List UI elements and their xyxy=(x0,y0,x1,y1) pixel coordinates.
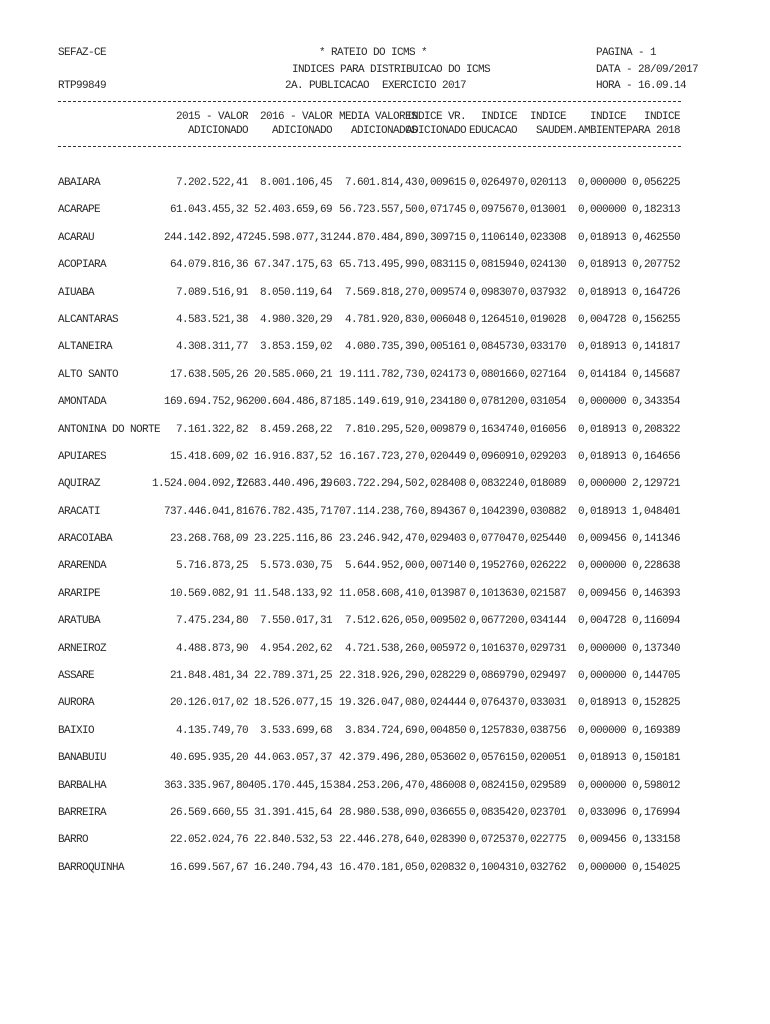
cell-indice-educacao: 0,195276 xyxy=(468,560,517,573)
report-code: RTP99849 xyxy=(58,80,107,92)
cell-2016-valor: 16.240.794,43 xyxy=(253,861,332,874)
cell-2015-valor: 26.569.660,55 xyxy=(169,806,248,819)
cell-indice-saude: 0,038756 xyxy=(517,724,566,737)
cell-municipio: ALTANEIRA xyxy=(58,341,113,354)
cell-2015-valor: 61.043.455,32 xyxy=(169,204,248,217)
page-number: PAGINA - 1 xyxy=(596,47,657,59)
cell-2016-valor: 67.347.175,63 xyxy=(253,259,332,272)
cell-indice-saude: 0,026222 xyxy=(517,560,566,573)
cell-2016-valor: 3.853.159,02 xyxy=(259,341,332,354)
cell-indice-saude: 0,029731 xyxy=(517,642,566,655)
cell-media-valores: 22.446.278,64 xyxy=(338,834,417,847)
cell-indice-2018: 0,598012 xyxy=(631,779,680,792)
cell-media-valores: 3.834.724,69 xyxy=(344,724,417,737)
cell-media-valores: 185.149.619,91 xyxy=(332,396,417,409)
cell-indice-2018: 0,176994 xyxy=(631,806,680,819)
cell-indice-vr: 0,013987 xyxy=(417,587,466,600)
cell-indice-vr: 0,028229 xyxy=(417,670,466,683)
cell-indice-educacao: 0,026497 xyxy=(468,177,517,189)
cell-2015-valor: 737.446.041,81 xyxy=(163,505,248,518)
cell-municipio: ARARENDA xyxy=(58,560,107,573)
cell-indice-educacao: 0,072537 xyxy=(468,834,517,847)
cell-municipio: AMONTADA xyxy=(58,396,107,409)
cell-indice-vr: 0,006048 xyxy=(417,313,466,326)
cell-2015-valor: 363.335.967,80 xyxy=(163,779,248,792)
col-header-saude: INDICE SAUDE xyxy=(529,111,566,137)
cell-indice-2018: 0,164726 xyxy=(631,286,680,299)
cell-2015-valor: 1.524.004.092,72 xyxy=(151,478,248,491)
cell-indice-ambiente: 0,018913 xyxy=(577,259,626,272)
cell-indice-ambiente: 0,004728 xyxy=(577,313,626,326)
cell-media-valores: 4.080.735,39 xyxy=(344,341,417,354)
cell-2016-valor: 5.573.030,75 xyxy=(259,560,332,573)
cell-2016-valor: 8.050.119,64 xyxy=(259,286,332,299)
cell-municipio: ALCANTARAS xyxy=(58,313,119,326)
cell-2016-valor: 23.225.116,86 xyxy=(253,533,332,546)
cell-indice-saude: 0,013001 xyxy=(517,204,566,217)
cell-indice-saude: 0,033170 xyxy=(517,341,566,354)
cell-2015-valor: 7.202.522,41 xyxy=(175,177,248,189)
table-row xyxy=(0,287,770,314)
cell-2015-valor: 23.268.768,09 xyxy=(169,533,248,546)
cell-indice-saude: 0,022775 xyxy=(517,834,566,847)
cell-indice-saude: 0,029203 xyxy=(517,450,566,463)
cell-media-valores: 65.713.495,99 xyxy=(338,259,417,272)
cell-indice-educacao: 0,098307 xyxy=(468,286,517,299)
col-header-educacao: INDICE EDUCACAO xyxy=(468,111,517,137)
cell-2016-valor: 52.403.659,69 xyxy=(253,204,332,217)
cell-indice-saude: 0,030882 xyxy=(517,505,566,518)
cell-indice-2018: 0,137340 xyxy=(631,642,680,655)
cell-2016-valor: 8.459.268,22 xyxy=(259,423,332,436)
cell-indice-educacao: 0,097567 xyxy=(468,204,517,217)
cell-indice-saude: 0,027164 xyxy=(517,368,566,381)
cell-indice-2018: 0,207752 xyxy=(631,259,680,272)
cell-municipio: AIUABA xyxy=(58,286,95,299)
cell-municipio: AURORA xyxy=(58,697,95,710)
header-separator-bottom xyxy=(58,146,681,147)
cell-indice-vr: 0,009615 xyxy=(417,177,466,189)
cell-2016-valor: 8.001.106,45 xyxy=(259,177,332,189)
cell-2015-valor: 244.142.892,47 xyxy=(163,231,248,244)
cell-2016-valor: 676.782.435,71 xyxy=(247,505,332,518)
cell-2016-valor: 3.533.699,68 xyxy=(259,724,332,737)
cell-2015-valor: 21.848.481,34 xyxy=(169,670,248,683)
cell-2016-valor: 4.954.202,62 xyxy=(259,642,332,655)
cell-indice-vr: 0,009502 xyxy=(417,615,466,628)
table-row xyxy=(0,506,770,533)
cell-municipio: ARATUBA xyxy=(58,615,101,628)
cell-municipio: ARACOIABA xyxy=(58,533,113,546)
cell-media-valores: 1.603.722.294,50 xyxy=(320,478,417,491)
cell-indice-2018: 0,208322 xyxy=(631,423,680,436)
cell-2015-valor: 4.488.873,90 xyxy=(175,642,248,655)
agency-code: SEFAZ-CE xyxy=(58,47,107,59)
col-header-2016: 2016 - VALOR ADICIONADO xyxy=(259,111,332,137)
cell-2016-valor: 22.789.371,25 xyxy=(253,670,332,683)
table-row xyxy=(0,341,770,368)
cell-indice-ambiente: 0,009456 xyxy=(577,587,626,600)
table-row xyxy=(0,204,770,231)
cell-2016-valor: 1.683.440.496,29 xyxy=(235,478,332,491)
cell-municipio: ACOPIARA xyxy=(58,259,107,272)
table-row xyxy=(0,643,770,670)
cell-indice-educacao: 0,125783 xyxy=(468,724,517,737)
cell-media-valores: 4.781.920,83 xyxy=(344,313,417,326)
cell-indice-educacao: 0,078120 xyxy=(468,396,517,409)
cell-indice-2018: 0,150181 xyxy=(631,752,680,765)
col-header-para-2018: INDICE PARA 2018 xyxy=(625,111,680,137)
report-title: * RATEIO DO ICMS * xyxy=(319,47,428,59)
col-header-ambiente: INDICE M.AMBIENTE xyxy=(565,111,626,137)
table-row xyxy=(0,424,770,451)
cell-indice-saude: 0,024130 xyxy=(517,259,566,272)
cell-media-valores: 5.644.952,00 xyxy=(344,560,417,573)
report-time: HORA - 16.09.14 xyxy=(596,80,687,92)
cell-municipio: BANABUIU xyxy=(58,752,107,765)
cell-media-valores: 384.253.206,47 xyxy=(332,779,417,792)
cell-indice-ambiente: 0,000000 xyxy=(577,779,626,792)
cell-municipio: BAIXIO xyxy=(58,724,95,737)
header-separator-top xyxy=(58,101,681,102)
cell-municipio: ACARAPE xyxy=(58,204,101,217)
exercise-label: EXERCICIO 2017 xyxy=(382,80,467,92)
cell-indice-2018: 0,141346 xyxy=(631,533,680,546)
cell-indice-2018: 0,228638 xyxy=(631,560,680,573)
report-subtitle: INDICES PARA DISTRIBUICAO DO ICMS xyxy=(292,64,491,76)
col-header-indice-vr: INDICE VR. ADICIONADO xyxy=(405,111,466,137)
cell-indice-2018: 0,462550 xyxy=(631,231,680,244)
table-row xyxy=(0,670,770,697)
cell-indice-ambiente: 0,009456 xyxy=(577,834,626,847)
cell-indice-2018: 0,144705 xyxy=(631,670,680,683)
cell-indice-educacao: 0,101363 xyxy=(468,587,517,600)
cell-indice-vr: 0,005161 xyxy=(417,341,466,354)
cell-indice-saude: 0,034144 xyxy=(517,615,566,628)
cell-2015-valor: 7.089.516,91 xyxy=(175,286,248,299)
cell-2015-valor: 4.135.749,70 xyxy=(175,724,248,737)
cell-indice-ambiente: 0,018913 xyxy=(577,505,626,518)
cell-indice-saude: 0,029497 xyxy=(517,670,566,683)
cell-indice-ambiente: 0,000000 xyxy=(577,478,626,491)
cell-indice-2018: 0,156255 xyxy=(631,313,680,326)
cell-2015-valor: 10.569.082,91 xyxy=(169,587,248,600)
report-date: DATA - 28/09/2017 xyxy=(596,64,699,76)
cell-media-valores: 7.512.626,05 xyxy=(344,615,417,628)
cell-indice-saude: 0,025440 xyxy=(517,533,566,546)
cell-municipio: ACARAU xyxy=(58,231,95,244)
municipality-table xyxy=(0,177,770,889)
cell-municipio: BARRO xyxy=(58,834,89,847)
cell-2016-valor: 22.840.532,53 xyxy=(253,834,332,847)
cell-indice-ambiente: 0,000000 xyxy=(577,560,626,573)
cell-media-valores: 19.111.782,73 xyxy=(338,368,417,381)
cell-indice-saude: 0,029589 xyxy=(517,779,566,792)
cell-indice-2018: 0,116094 xyxy=(631,615,680,628)
cell-2015-valor: 5.716.873,25 xyxy=(175,560,248,573)
cell-municipio: ABAIARA xyxy=(58,177,101,189)
cell-indice-vr: 0,071745 xyxy=(417,204,466,217)
cell-2015-valor: 169.694.752,96 xyxy=(163,396,248,409)
cell-indice-ambiente: 0,014184 xyxy=(577,368,626,381)
cell-media-valores: 707.114.238,76 xyxy=(332,505,417,518)
cell-indice-vr: 0,020832 xyxy=(417,861,466,874)
cell-indice-vr: 0,024444 xyxy=(417,697,466,710)
cell-media-valores: 16.167.723,27 xyxy=(338,450,417,463)
cell-indice-vr: 0,486008 xyxy=(417,779,466,792)
cell-indice-2018: 0,141817 xyxy=(631,341,680,354)
cell-indice-educacao: 0,080166 xyxy=(468,368,517,381)
cell-indice-educacao: 0,083542 xyxy=(468,806,517,819)
cell-indice-vr: 0,020449 xyxy=(417,450,466,463)
cell-municipio: AQUIRAZ xyxy=(58,478,101,491)
cell-2016-valor: 245.598.077,31 xyxy=(247,231,332,244)
cell-2016-valor: 44.063.057,37 xyxy=(253,752,332,765)
table-row xyxy=(0,807,770,834)
table-row xyxy=(0,697,770,724)
cell-media-valores: 7.569.818,27 xyxy=(344,286,417,299)
cell-indice-educacao: 0,083224 xyxy=(468,478,517,491)
cell-municipio: BARROQUINHA xyxy=(58,861,125,874)
cell-indice-vr: 0,036655 xyxy=(417,806,466,819)
cell-media-valores: 28.980.538,09 xyxy=(338,806,417,819)
cell-2016-valor: 405.170.445,15 xyxy=(247,779,332,792)
cell-media-valores: 4.721.538,26 xyxy=(344,642,417,655)
cell-indice-2018: 0,343354 xyxy=(631,396,680,409)
cell-2016-valor: 11.548.133,92 xyxy=(253,587,332,600)
cell-indice-saude: 0,033031 xyxy=(517,697,566,710)
cell-indice-educacao: 0,081594 xyxy=(468,259,517,272)
cell-media-valores: 23.246.942,47 xyxy=(338,533,417,546)
table-row xyxy=(0,259,770,286)
col-header-media: MEDIA VALORES ADICIONADOS xyxy=(338,111,417,137)
cell-2016-valor: 18.526.077,15 xyxy=(253,697,332,710)
cell-indice-ambiente: 0,033096 xyxy=(577,806,626,819)
cell-2016-valor: 31.391.415,64 xyxy=(253,806,332,819)
cell-indice-2018: 0,169389 xyxy=(631,724,680,737)
cell-indice-vr: 0,024173 xyxy=(417,368,466,381)
cell-indice-educacao: 0,104239 xyxy=(468,505,517,518)
cell-indice-2018: 0,164656 xyxy=(631,450,680,463)
table-row xyxy=(0,232,770,259)
cell-indice-vr: 0,028390 xyxy=(417,834,466,847)
cell-indice-vr: 2,028408 xyxy=(417,478,466,491)
cell-municipio: ANTONINA DO NORTE xyxy=(58,423,161,436)
cell-2016-valor: 16.916.837,52 xyxy=(253,450,332,463)
cell-indice-saude: 0,021587 xyxy=(517,587,566,600)
cell-indice-saude: 0,020113 xyxy=(517,177,566,189)
cell-indice-ambiente: 0,018913 xyxy=(577,697,626,710)
table-row xyxy=(0,780,770,807)
cell-indice-saude: 0,032762 xyxy=(517,861,566,874)
cell-indice-ambiente: 0,000000 xyxy=(577,177,626,189)
cell-2015-valor: 7.161.322,82 xyxy=(175,423,248,436)
cell-2015-valor: 15.418.609,02 xyxy=(169,450,248,463)
table-row xyxy=(0,752,770,779)
cell-media-valores: 16.470.181,05 xyxy=(338,861,417,874)
cell-media-valores: 42.379.496,28 xyxy=(338,752,417,765)
cell-media-valores: 19.326.047,08 xyxy=(338,697,417,710)
cell-indice-ambiente: 0,000000 xyxy=(577,861,626,874)
cell-indice-vr: 0,029403 xyxy=(417,533,466,546)
cell-indice-educacao: 0,077047 xyxy=(468,533,517,546)
table-row xyxy=(0,451,770,478)
cell-indice-ambiente: 0,018913 xyxy=(577,752,626,765)
cell-municipio: ALTO SANTO xyxy=(58,368,119,381)
cell-indice-vr: 0,007140 xyxy=(417,560,466,573)
cell-2015-valor: 16.699.567,67 xyxy=(169,861,248,874)
table-row xyxy=(0,533,770,560)
cell-2016-valor: 200.604.486,87 xyxy=(247,396,332,409)
cell-indice-2018: 0,056225 xyxy=(631,177,680,189)
cell-indice-2018: 0,146393 xyxy=(631,587,680,600)
cell-indice-vr: 0,894367 xyxy=(417,505,466,518)
cell-2015-valor: 17.638.505,26 xyxy=(169,368,248,381)
cell-2016-valor: 4.980.320,29 xyxy=(259,313,332,326)
table-row xyxy=(0,834,770,861)
cell-indice-ambiente: 0,000000 xyxy=(577,204,626,217)
cell-media-valores: 11.058.608,41 xyxy=(338,587,417,600)
table-row xyxy=(0,615,770,642)
table-row xyxy=(0,725,770,752)
cell-indice-saude: 0,019028 xyxy=(517,313,566,326)
cell-municipio: ARACATI xyxy=(58,505,101,518)
cell-indice-educacao: 0,057615 xyxy=(468,752,517,765)
cell-municipio: ARARIPE xyxy=(58,587,101,600)
cell-municipio: BARBALHA xyxy=(58,779,107,792)
publication-label: 2A. PUBLICACAO xyxy=(285,80,370,92)
cell-indice-ambiente: 0,018913 xyxy=(577,450,626,463)
cell-indice-ambiente: 0,000000 xyxy=(577,670,626,683)
cell-indice-ambiente: 0,000000 xyxy=(577,642,626,655)
cell-indice-vr: 0,009879 xyxy=(417,423,466,436)
cell-2016-valor: 20.585.060,21 xyxy=(253,368,332,381)
cell-indice-educacao: 0,096091 xyxy=(468,450,517,463)
cell-media-valores: 56.723.557,50 xyxy=(338,204,417,217)
cell-indice-vr: 0,234180 xyxy=(417,396,466,409)
cell-indice-saude: 0,037932 xyxy=(517,286,566,299)
cell-indice-educacao: 0,084573 xyxy=(468,341,517,354)
cell-indice-saude: 0,023701 xyxy=(517,806,566,819)
cell-media-valores: 244.870.484,89 xyxy=(332,231,417,244)
cell-media-valores: 7.601.814,43 xyxy=(344,177,417,189)
cell-indice-educacao: 0,163474 xyxy=(468,423,517,436)
cell-indice-saude: 0,018089 xyxy=(517,478,566,491)
table-row xyxy=(0,560,770,587)
cell-2015-valor: 7.475.234,80 xyxy=(175,615,248,628)
cell-municipio: BARREIRA xyxy=(58,806,107,819)
cell-indice-educacao: 0,101637 xyxy=(468,642,517,655)
cell-indice-saude: 0,023308 xyxy=(517,231,566,244)
cell-2015-valor: 20.126.017,02 xyxy=(169,697,248,710)
cell-indice-ambiente: 0,018913 xyxy=(577,423,626,436)
cell-indice-ambiente: 0,000000 xyxy=(577,396,626,409)
col-header-2015: 2015 - VALOR ADICIONADO xyxy=(175,111,248,137)
cell-indice-ambiente: 0,018913 xyxy=(577,341,626,354)
cell-2015-valor: 4.583.521,38 xyxy=(175,313,248,326)
cell-media-valores: 7.810.295,52 xyxy=(344,423,417,436)
table-row xyxy=(0,177,770,204)
cell-indice-2018: 0,182313 xyxy=(631,204,680,217)
cell-indice-ambiente: 0,018913 xyxy=(577,286,626,299)
cell-indice-educacao: 0,067720 xyxy=(468,615,517,628)
cell-municipio: APUIARES xyxy=(58,450,107,463)
cell-indice-educacao: 0,126451 xyxy=(468,313,517,326)
cell-indice-vr: 0,004850 xyxy=(417,724,466,737)
table-row xyxy=(0,478,770,505)
cell-media-valores: 22.318.926,29 xyxy=(338,670,417,683)
cell-indice-ambiente: 0,004728 xyxy=(577,615,626,628)
cell-indice-vr: 0,009574 xyxy=(417,286,466,299)
cell-indice-educacao: 0,086979 xyxy=(468,670,517,683)
cell-indice-saude: 0,016056 xyxy=(517,423,566,436)
cell-indice-ambiente: 0,009456 xyxy=(577,533,626,546)
cell-2015-valor: 64.079.816,36 xyxy=(169,259,248,272)
table-row xyxy=(0,396,770,423)
cell-indice-vr: 0,083115 xyxy=(417,259,466,272)
cell-indice-educacao: 0,100431 xyxy=(468,861,517,874)
cell-indice-educacao: 0,110614 xyxy=(468,231,517,244)
cell-2015-valor: 22.052.024,76 xyxy=(169,834,248,847)
cell-2016-valor: 7.550.017,31 xyxy=(259,615,332,628)
cell-2015-valor: 40.695.935,20 xyxy=(169,752,248,765)
cell-indice-educacao: 0,082415 xyxy=(468,779,517,792)
cell-indice-vr: 0,005972 xyxy=(417,642,466,655)
cell-indice-ambiente: 0,000000 xyxy=(577,724,626,737)
cell-indice-2018: 0,133158 xyxy=(631,834,680,847)
table-row xyxy=(0,314,770,341)
cell-indice-2018: 0,154025 xyxy=(631,861,680,874)
cell-indice-saude: 0,031054 xyxy=(517,396,566,409)
cell-indice-2018: 0,152825 xyxy=(631,697,680,710)
cell-indice-vr: 0,309715 xyxy=(417,231,466,244)
cell-indice-educacao: 0,076437 xyxy=(468,697,517,710)
table-row xyxy=(0,369,770,396)
table-row xyxy=(0,588,770,615)
cell-indice-2018: 2,129721 xyxy=(631,478,680,491)
cell-indice-2018: 0,145687 xyxy=(631,368,680,381)
cell-indice-2018: 1,048401 xyxy=(631,505,680,518)
cell-2015-valor: 4.308.311,77 xyxy=(175,341,248,354)
cell-indice-vr: 0,053602 xyxy=(417,752,466,765)
cell-municipio: ARNEIROZ xyxy=(58,642,107,655)
cell-indice-saude: 0,020051 xyxy=(517,752,566,765)
table-row xyxy=(0,862,770,889)
cell-indice-ambiente: 0,018913 xyxy=(577,231,626,244)
cell-municipio: ASSARE xyxy=(58,670,95,683)
